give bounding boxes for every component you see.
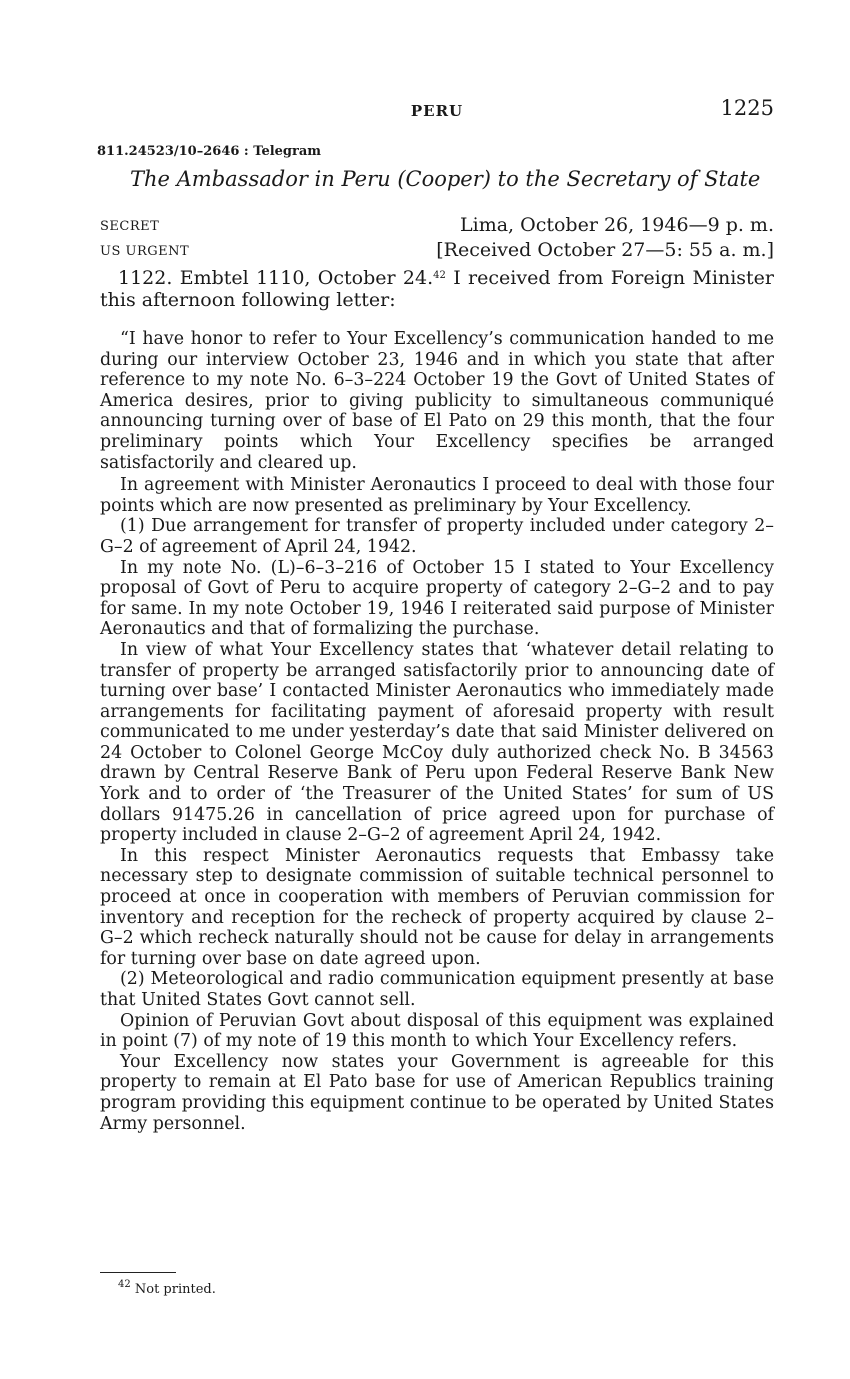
intro-text-end: I received from Foreign Minister this afternoon following letter:: [100, 267, 774, 311]
quoted-letter: [100, 329, 774, 1134]
letter-paragraph: In view of what Your Excellency states that ‘whatever detail relating to transfer of property be arranged satisfactorily prior to announcing date of turning over base’ I contacted Minister Aeronautics who immediately made arrangements for facilitating payment of aforesaid property with result communicated to me under yesterday’s date that said Minister delivered on 24 October to Colonel George McCoy duly authorized check No. B 34563 drawn by Central Reserve Bank of Peru upon Federal Reserve Bank New York and to order of ‘the Treasurer of the United States’ for sum of US dollars 91475.26 in cancellation of price agreed upon for purchase of property included in clause 2–G–2 of agreement April 24, 1942.: [100, 639, 774, 846]
page-header: [100, 96, 774, 126]
intro-text-start: 1122. Embtel 1110, October 24.: [118, 267, 434, 289]
letter-paragraph: (1) Due arrangement for transfer of property included under category 2–G–2 of agreement of April 24, 1942.: [100, 516, 774, 557]
letter-paragraph: Opinion of Peruvian Govt about disposal of this equipment was explained in point (7) of my note of 19 this month to which Your Excellency refers.: [100, 1010, 774, 1052]
footnote-rule: [100, 1272, 176, 1273]
footnote-number: 42: [118, 1279, 131, 1290]
running-head: PERU: [410, 102, 464, 120]
file-reference: 811.24523/10–2646 : Telegram: [97, 144, 322, 159]
footnote: [118, 1279, 216, 1297]
letter-paragraph: (2) Meteorological and radio communication equipment presently at base that United States Govt cannot sell.: [100, 969, 774, 1010]
intro-paragraph: [100, 267, 774, 311]
letter-paragraph: In my note No. (L)–6–3–216 of October 15 I stated to Your Excellency proposal of Govt of Peru to acquire property of category 2–G–2 and to pay for same. In my note October 19, 1946 I reiterated said purpose of Minister Aeronautics and that of formalizing the purchase.: [100, 557, 774, 640]
precedence-label: US URGENT: [100, 244, 190, 259]
received-date: [Received October 27—5: 55 a. m.]: [436, 239, 774, 261]
letter-paragraph: In this respect Minister Aeronautics requests that Embassy take necessary step to designate commission of suitable technical personnel to proceed at once in cooperation with members of Peruvian commission for inventory and reception for the recheck of property acquired by clause 2–G–2 which recheck naturally should not be cause for delay in arrangements for turning over base on date agreed upon.: [100, 845, 774, 969]
page-number: 1225: [720, 96, 774, 120]
letter-paragraph: In agreement with Minister Aeronautics I proceed to deal with those four points which are now presented as preliminary by Your Excellency.: [100, 475, 774, 516]
meta-row-1: [100, 214, 774, 238]
intro-block: [100, 267, 774, 311]
classification-label: SECRET: [100, 219, 160, 234]
note-reference: 42: [433, 270, 446, 281]
meta-row-2: [100, 239, 774, 263]
letter-paragraph: Your Excellency now states your Government is agreeable for this property to remain at El Pato base for use of American Republics training program providing this equipment continue to be operated by United States Army personnel.: [100, 1051, 774, 1134]
place-date: Lima, October 26, 1946—9 p. m.: [460, 214, 774, 236]
document-title: The Ambassador in Peru (Cooper) to the Secretary of State: [130, 167, 761, 191]
footnote-text: Not printed.: [134, 1282, 216, 1297]
letter-paragraph: “I have honor to refer to Your Excellency’s communication handed to me during our interview October 23, 1946 and in which you state that after reference to my note No. 6–3–224 October 19 the Govt of United States of America desires, prior to giving publicity to simultaneous communiqué announcing turning over of base of El Pato on 29 this month, that the four preliminary points which Your Excellency specifies be arranged satisfactorily and cleared up.: [100, 329, 774, 473]
